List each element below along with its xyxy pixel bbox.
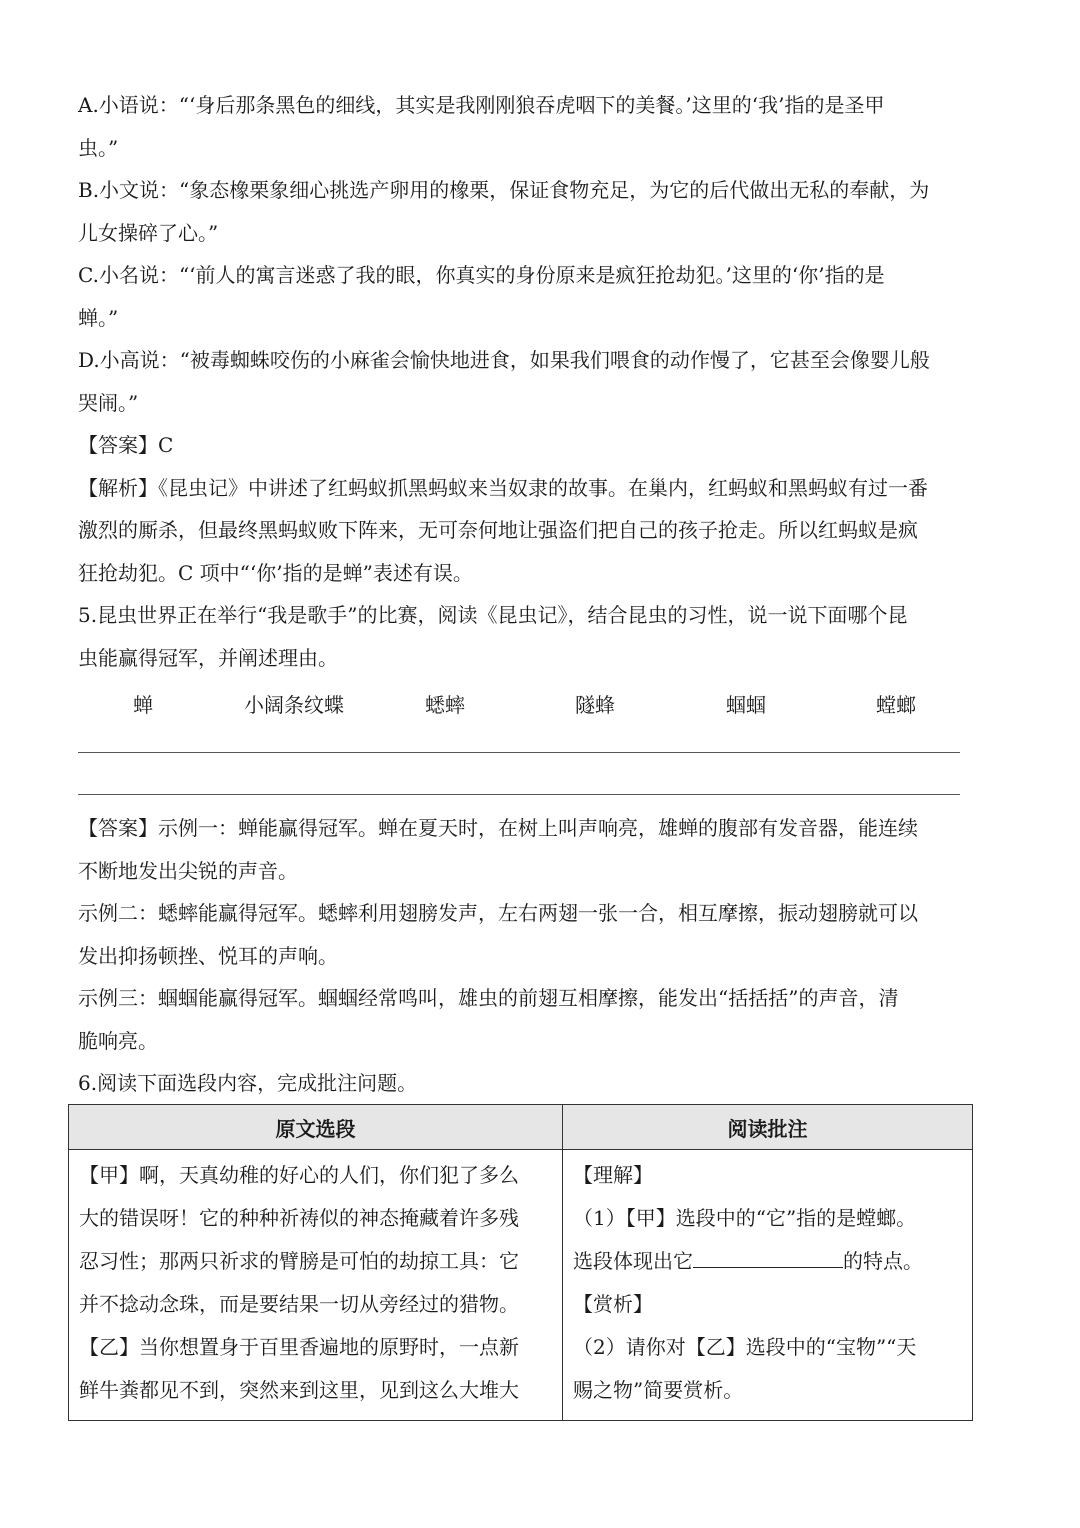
answer-5-line-4: 发出抑扬顿挫、悦耳的声响。 [78, 944, 338, 968]
analysis-line-1: 【解析】《昆虫记》中讲述了红蚂蚁抓黑蚂蚁来当奴隶的故事。在巢内，红蚂蚁和黑蚂蚁有过一番 [78, 476, 928, 500]
option-c-line-2: 蝉。” [78, 306, 119, 330]
question-6: 6.阅读下面选段内容，完成批注问题。 [78, 1071, 418, 1095]
annotation-cell [563, 1150, 973, 1421]
annotation-understand-label: 【理解】 [573, 1163, 653, 1187]
insect-option: 隧蜂 [575, 693, 615, 717]
question-5-line-2: 虫能赢得冠军，并阐述理由。 [78, 646, 338, 670]
option-c-line-1: C.小名说：“‘前人的寓言迷惑了我的眼，你真实的身份原来是疯狂抢劫犯。’这里的‘你’指的是 [78, 263, 885, 287]
answer-5-line-1: 【答案】示例一：蝉能赢得冠军。蝉在夏天时，在树上叫声响亮，雄蝉的腹部有发音器，能连续 [78, 816, 918, 840]
insect-option: 螳螂 [876, 693, 916, 717]
answer-5-line-2: 不断地发出尖锐的声音。 [78, 859, 298, 883]
original-text-line: 【甲】啊，天真幼稚的好心的人们，你们犯了多么 [79, 1163, 519, 1187]
header-original-text: 原文选段 [69, 1105, 563, 1150]
answer-blank-line [78, 794, 960, 795]
answer-5-line-3: 示例二：蟋蟀能赢得冠军。蟋蟀利用翅膀发声，左右两翅一张一合，相互摩擦，振动翅膀就可以 [78, 901, 918, 925]
original-text-line: 鲜牛粪都见不到，突然来到这里，见到这么大堆大 [79, 1378, 519, 1402]
answer-4: 【答案】C [78, 433, 174, 457]
option-d-line-2: 哭闹。” [78, 391, 139, 415]
option-d-line-1: D.小高说：“被毒蜘蛛咬伤的小麻雀会愉快地进食，如果我们喂食的动作慢了，它甚至会像婴儿般 [78, 348, 930, 372]
option-b-line-1: B.小文说：“象态橡栗象细心挑选产卵用的橡栗，保证食物充足，为它的后代做出无私的奉献，为 [78, 178, 930, 202]
original-text-line: 忍习性；那两只祈求的臂膀是可怕的劫掠工具：它 [79, 1249, 519, 1273]
answer-blank-line [78, 752, 960, 753]
insect-option: 小阔条纹蝶 [244, 693, 344, 717]
original-text-line: 【乙】当你想置身于百里香遍地的原野时，一点新 [79, 1335, 519, 1359]
option-a-line-1: A.小语说：“‘身后那条黑色的细线，其实是我刚刚狼吞虎咽下的美餐。’这里的‘我’指的是圣甲 [78, 93, 885, 117]
insect-option: 蟋蟀 [425, 693, 465, 717]
annotation-question-1-blank-line: 选段体现出它 的特点。 [573, 1249, 923, 1273]
annotation-question-2-line-2: 赐之物”简要赏析。 [573, 1378, 744, 1402]
original-text-line: 大的错误呀！它的种种祈祷似的神态掩藏着许多残 [79, 1206, 519, 1230]
insect-option: 蝈蝈 [726, 693, 766, 717]
original-text-line: 并不捻动念珠，而是要结果一切从旁经过的猎物。 [79, 1292, 519, 1316]
answer-5-line-6: 脆响亮。 [78, 1029, 158, 1053]
answer-5-line-5: 示例三：蝈蝈能赢得冠军。蝈蝈经常鸣叫，雄虫的前翅互相摩擦，能发出“括括括”的声音，清 [78, 986, 899, 1010]
question-5-line-1: 5.昆虫世界正在举行“我是歌手”的比赛，阅读《昆虫记》，结合昆虫的习性，说一说下面哪个昆 [78, 603, 908, 627]
header-annotation: 阅读批注 [563, 1105, 973, 1150]
insect-options [0, 689, 1080, 717]
annotation-table [68, 1104, 973, 1421]
annotation-appreciate-label: 【赏析】 [573, 1292, 653, 1316]
original-text-cell [69, 1150, 563, 1421]
annotation-question-2-line-1: （2）请你对【乙】选段中的“宝物”“天 [573, 1335, 917, 1359]
option-b-line-2: 儿女操碎了心。” [78, 221, 219, 245]
option-a-line-2: 虫。” [78, 136, 119, 160]
insect-option: 蝉 [133, 693, 153, 717]
fill-in-blank[interactable] [693, 1247, 843, 1268]
annotation-question-1: （1）【甲】选段中的“它”指的是螳螂。 [573, 1206, 917, 1230]
analysis-line-3: 狂抢劫犯。C 项中“‘你’指的是蝉”表述有误。 [78, 561, 473, 585]
analysis-line-2: 激烈的厮杀，但最终黑蚂蚁败下阵来，无可奈何地让强盗们把自己的孩子抢走。所以红蚂蚁是疯 [78, 518, 918, 542]
